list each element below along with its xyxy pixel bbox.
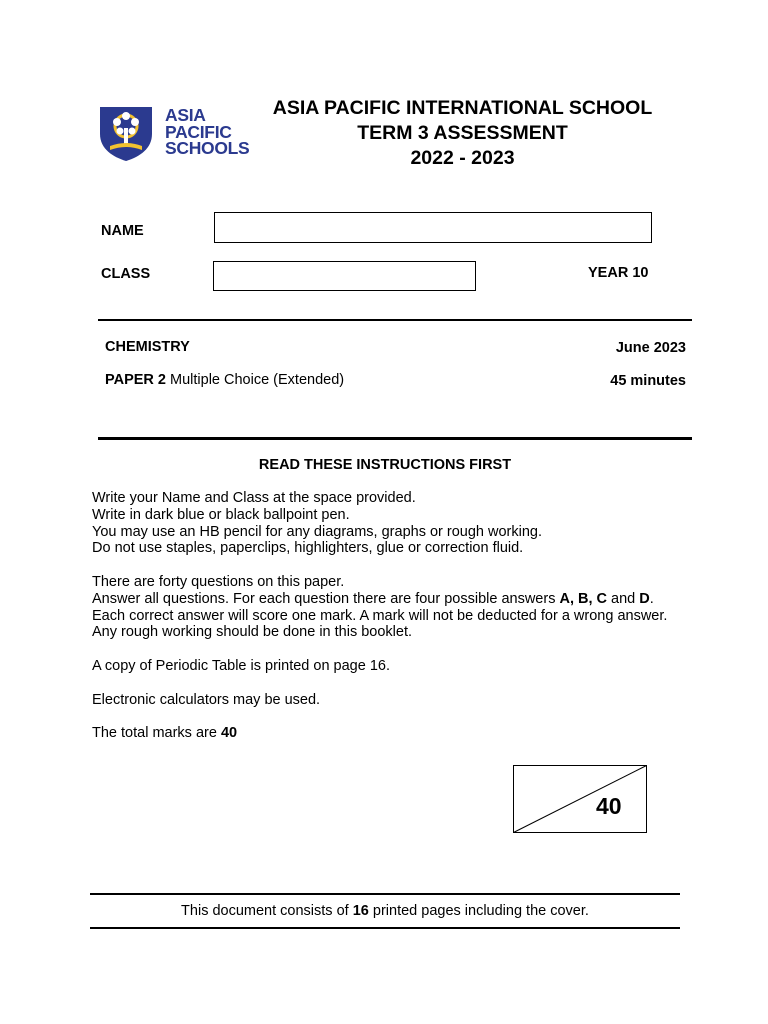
instruction-line: A copy of Periodic Table is printed on page 16. — [92, 657, 390, 674]
academic-year: 2022 - 2023 — [410, 147, 515, 169]
class-label: CLASS — [101, 266, 151, 282]
instruction-line: Any rough working should be done in this booklet. — [92, 624, 413, 641]
score-box[interactable] — [513, 765, 647, 833]
class-field[interactable] — [213, 261, 476, 291]
assessment-title: TERM 3 ASSESSMENT — [357, 122, 568, 144]
subject-label: CHEMISTRY — [105, 339, 190, 355]
instruction-line: Write your Name and Class at the space provided. — [92, 490, 416, 506]
name-label: NAME — [101, 223, 144, 239]
instructions-body — [92, 490, 680, 742]
school-logo-shield — [97, 104, 155, 162]
logo-line-1: ASIA — [165, 105, 206, 125]
instruction-line: There are forty questions on this paper. — [92, 573, 345, 590]
instruction-line: Write in dark blue or black ballpoint pen. — [92, 506, 350, 523]
exam-date: June 2023 — [615, 340, 686, 356]
instruction-total-marks — [92, 725, 680, 742]
score-box-frame — [513, 765, 647, 833]
answer-all-text: Answer all questions. For each question there are four possible answers — [92, 590, 560, 607]
footer-rule-bottom — [90, 927, 680, 929]
instruction-answer-all — [92, 591, 680, 608]
paper-info — [105, 372, 344, 388]
exam-duration: 45 minutes — [610, 373, 686, 389]
answer-period: . — [649, 590, 654, 607]
divider-top — [98, 319, 692, 321]
instruction-line: You may use an HB pencil for any diagrams, graphs or rough working. — [92, 523, 543, 540]
answer-options: A, B, C — [559, 590, 608, 607]
paper-number: PAPER 2 — [105, 372, 166, 388]
instruction-line: Each correct answer will score one mark. A mark will not be deducted for a wrong answer. — [92, 607, 668, 624]
logo-line-2: PACIFIC — [165, 121, 232, 142]
answer-and: and — [607, 590, 640, 607]
score-box-total: 40 — [596, 793, 622, 819]
footer-note — [90, 903, 680, 919]
answer-last-option: D — [639, 590, 650, 607]
school-logo-text — [165, 107, 249, 157]
footer-pages: 16 — [352, 903, 369, 919]
total-marks-text: The total marks are — [92, 725, 221, 742]
footer-prefix: This document consists of — [181, 903, 353, 919]
page-header — [250, 96, 675, 171]
year-label: YEAR 10 — [588, 265, 649, 281]
divider-middle — [98, 437, 692, 440]
paper-type: Multiple Choice (Extended) — [170, 372, 345, 388]
name-field[interactable] — [214, 212, 652, 243]
tree-emblem-icon — [97, 104, 155, 162]
footer-rule-top — [90, 893, 680, 895]
total-marks-value: 40 — [220, 725, 238, 742]
instructions-heading: READ THESE INSTRUCTIONS FIRST — [258, 457, 512, 473]
instruction-line: Do not use staples, paperclips, highlighters, glue or correction fluid. — [92, 540, 524, 557]
footer-suffix: printed pages including the cover. — [368, 903, 589, 919]
logo-line-3: SCHOOLS — [165, 138, 250, 158]
instruction-line: Electronic calculators may be used. — [92, 691, 321, 708]
school-name: ASIA PACIFIC INTERNATIONAL SCHOOL — [272, 97, 653, 119]
